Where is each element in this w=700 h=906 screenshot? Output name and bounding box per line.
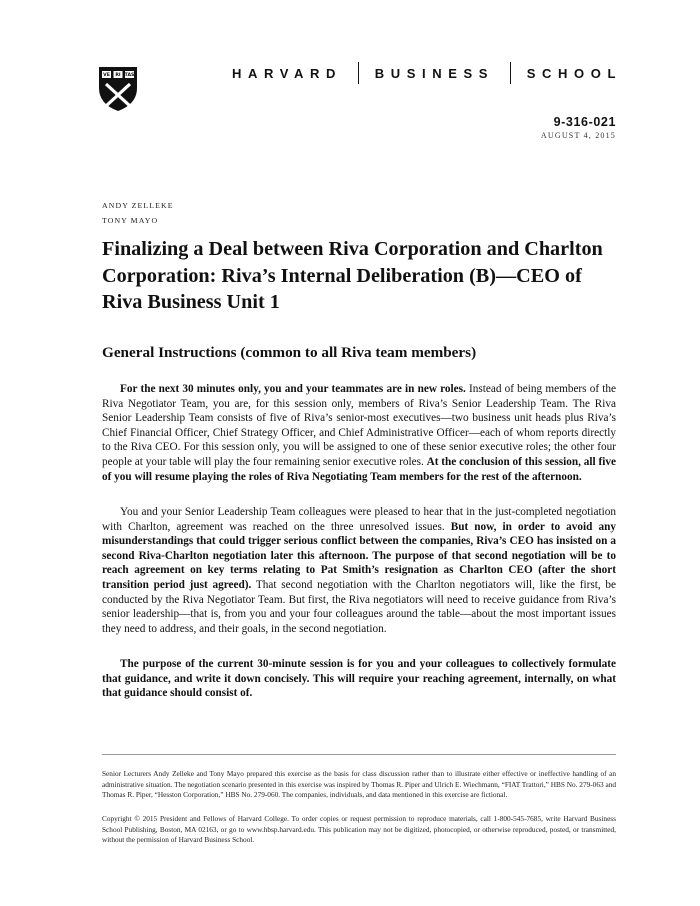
bold-text: The purpose of the current 30-minute session is for you and your colleagues to collectively formulate that guidance, and write it down concisely. This will require your reaching agreement, internally, on what that guidance should consist of. [102, 658, 616, 700]
body-paragraph [102, 505, 616, 636]
shield-text-3: TAS [124, 73, 135, 79]
footnote-copyright: Copyright © 2015 President and Fellows of Harvard College. To order copies or request permission to reproduce materials, call 1-800-545-7685, write Harvard Business School Publishing, Boston, MA 02163, or go to www.hbsp.harvard.edu. This publication may not be digitized, photocopied, or otherwise reproduced, posted, or transmitted, without the permission of Harvard Business School. [102, 814, 616, 845]
bold-text: But now, in order to avoid any misunderstandings that could trigger serious conflict between the companies, Riva’s CEO has insisted on a second Riva-Charlton negotiation later this afternoon. The purpose of that second negotiation will be to reach agreement on key terms relating to Pat Smith’s resignation as Charlton CEO (after the short transition period just agreed). [102, 520, 616, 591]
paragraph-text: Instead of being members of the Riva Negotiator Team, you are, for this session only, members of Riva’s Senior Leadership Team. The Riva Senior Leadership Team consists of five of Riva’s senior-most executives—two business unit heads plus Riva’s Chief Financial Officer, Chief Strategy Officer, and Chief Administrative Officer—each of whom reports directly to the Riva CEO. For this session only, you will be assigned to one of these senior executive roles; the other four people at your table will play the four remaining senior executive roles. [102, 383, 616, 468]
author-list [102, 198, 174, 228]
case-title: Finalizing a Deal between Riva Corporation and Charlton Corporation: Riva’s Internal Deliberation (B)—CEO of Riva Business Unit 1 [102, 238, 603, 313]
masthead-divider [358, 62, 360, 84]
shield-text-1: VE [103, 73, 110, 79]
author-name: TONY MAYO [102, 216, 159, 225]
body-paragraph [102, 382, 616, 484]
paragraph-text: You and your Senior Leadership Team colleagues were pleased to hear that in the just-completed negotiation with Charlton, agreement was reached on the three unresolved issues. [102, 506, 616, 533]
masthead-divider [510, 62, 512, 84]
masthead-word-harvard: HARVARD [232, 65, 343, 81]
author-name: ANDY ZELLEKE [102, 201, 174, 210]
bold-text: At the conclusion of this session, all five of you will resume playing the roles of Riva Negotiating Team members for the rest of the afternoon. [102, 455, 616, 483]
harvard-shield-logo [98, 66, 138, 112]
school-masthead [232, 62, 622, 84]
shield-text-2: RI [115, 73, 121, 79]
masthead-word-business: BUSINESS [374, 65, 495, 81]
case-number: 9-316-021 [553, 115, 616, 129]
case-date: AUGUST 4, 2015 [540, 131, 616, 140]
footnote-divider [102, 754, 616, 755]
footnote-authors: Senior Lecturers Andy Zelleke and Tony Mayo prepared this exercise as the basis for class discussion rather than to illustrate either effective or ineffective handling of an administrative situation. The negotiation scenario presented in this exercise was inspired by Thomas R. Piper and Ulrich E. Wiechmann, “FIAT Trattori,” HBS No. 279-063 and Thomas R. Piper, “Hesston Corporation,” HBS No. 279-060. The companies, individuals, and data mentioned in this exercise are fictional. [102, 769, 616, 800]
section-heading: General Instructions (common to all Riva team members) [102, 344, 477, 361]
body-paragraph [102, 657, 616, 701]
masthead-word-school: SCHOOL [526, 65, 622, 81]
paragraph-text: That second negotiation with the Charlton negotiators will, like the first, be conducted by the Riva Negotiator Team. But first, the Riva negotiators will need to receive guidance from Riva’s senior leadership—that is, from you and your four colleagues around the table—about the most important issues they need to address, and their goals, in the second negotiation. [102, 578, 616, 635]
bold-text: For the next 30 minutes only, you and your teammates are in new roles. [120, 383, 466, 395]
